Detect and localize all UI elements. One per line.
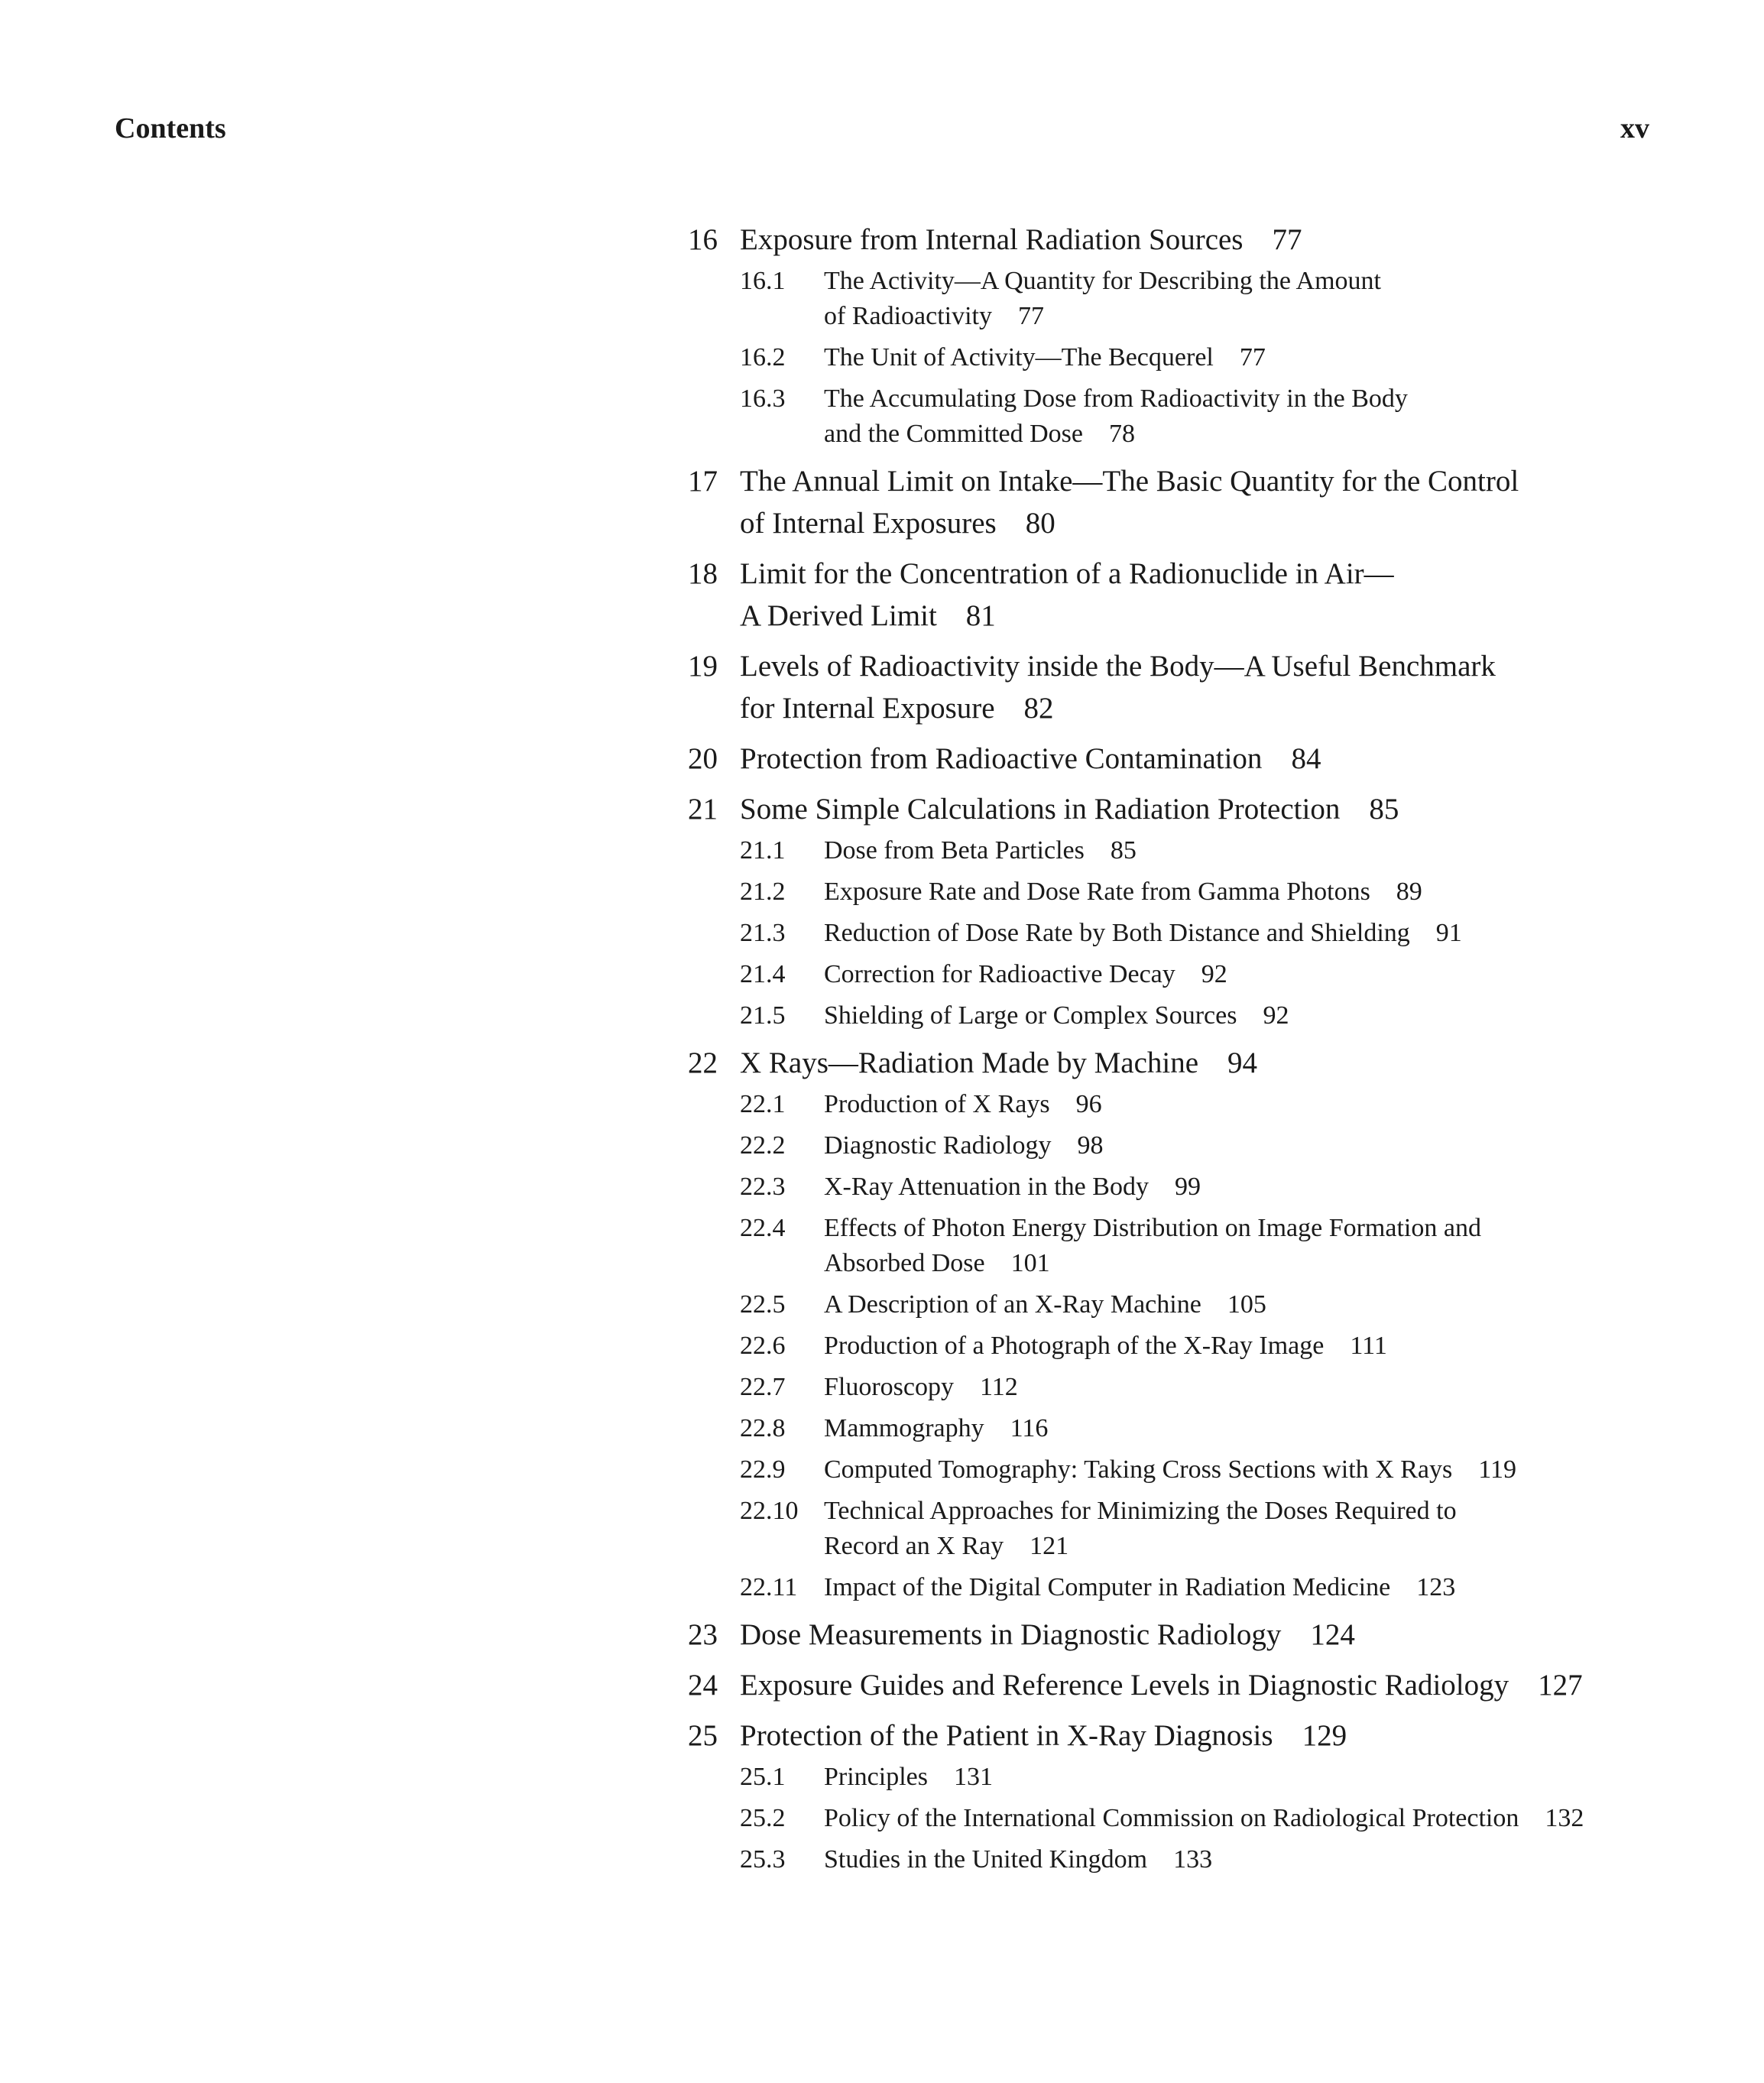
- section-page: 123: [1416, 1573, 1456, 1601]
- chapter-page: 94: [1227, 1046, 1258, 1079]
- toc-chapter-20[interactable]: [688, 738, 1643, 780]
- toc-chapter-23[interactable]: [688, 1614, 1643, 1656]
- toc-chapter-24[interactable]: [688, 1664, 1643, 1706]
- chapter-number: 21: [688, 793, 718, 826]
- chapter-title: Exposure Guides and Reference Levels in Diagnostic Radiology: [740, 1669, 1509, 1702]
- section-title-line2: Record an X Ray: [824, 1532, 1004, 1560]
- chapter-number: 20: [688, 742, 718, 775]
- toc-section-22-10[interactable]: [688, 1494, 1643, 1564]
- chapter-title-line2: A Derived Limit: [740, 599, 937, 632]
- chapter-page: 124: [1310, 1618, 1355, 1651]
- chapter-title-line1: Limit for the Concentration of a Radionuclide in Air—: [740, 557, 1394, 590]
- section-number: 22.6: [740, 1332, 786, 1360]
- section-page: 96: [1075, 1090, 1102, 1118]
- toc-section-21-5[interactable]: [688, 998, 1643, 1033]
- section-title: Reduction of Dose Rate by Both Distance and Shielding: [824, 919, 1410, 947]
- toc-chapter-25[interactable]: [688, 1715, 1643, 1757]
- section-title: Shielding of Large or Complex Sources: [824, 1001, 1237, 1030]
- toc-section-22-2[interactable]: [688, 1128, 1643, 1163]
- chapter-page: 129: [1302, 1719, 1347, 1752]
- section-page: 121: [1030, 1532, 1069, 1560]
- toc-sections-22: [688, 1087, 1643, 1605]
- toc-section-21-3[interactable]: [688, 916, 1643, 951]
- section-number: 22.1: [740, 1090, 786, 1118]
- section-title: Production of X Rays: [824, 1090, 1050, 1118]
- section-number: 22.8: [740, 1414, 786, 1442]
- chapter-title: Protection of the Patient in X-Ray Diagnosis: [740, 1719, 1273, 1752]
- toc-section-16-3[interactable]: [688, 381, 1643, 452]
- chapter-number: 23: [688, 1618, 718, 1651]
- chapter-title: Dose Measurements in Diagnostic Radiology: [740, 1618, 1282, 1651]
- toc-sections-16: [688, 264, 1643, 452]
- section-title: Dose from Beta Particles: [824, 836, 1085, 865]
- section-page: 77: [1239, 343, 1266, 372]
- chapter-title-line1: The Annual Limit on Intake—The Basic Quantity for the Control: [740, 465, 1519, 498]
- chapter-page: 81: [965, 599, 996, 632]
- toc-section-22-8[interactable]: [688, 1411, 1643, 1446]
- section-number: 21.3: [740, 919, 786, 947]
- section-number: 16.1: [740, 267, 786, 295]
- section-number: 22.7: [740, 1373, 786, 1401]
- toc-section-22-4[interactable]: [688, 1211, 1643, 1281]
- section-number: 22.5: [740, 1290, 786, 1319]
- section-number: 16.3: [740, 384, 786, 413]
- chapter-title: Exposure from Internal Radiation Sources: [740, 223, 1244, 256]
- section-page: 111: [1350, 1332, 1387, 1360]
- section-page: 119: [1478, 1455, 1516, 1484]
- section-page: 92: [1201, 960, 1227, 988]
- section-title-line1: The Activity—A Quantity for Describing the Amount: [824, 267, 1382, 295]
- chapter-number: 16: [688, 223, 718, 256]
- chapter-title: Some Simple Calculations in Radiation Protection: [740, 793, 1341, 826]
- section-title: A Description of an X-Ray Machine: [824, 1290, 1201, 1319]
- toc-section-21-4[interactable]: [688, 957, 1643, 992]
- toc-chapter-17[interactable]: [688, 460, 1643, 544]
- section-page: 112: [980, 1373, 1018, 1401]
- section-page: 99: [1174, 1173, 1201, 1201]
- section-page: 116: [1010, 1414, 1049, 1442]
- section-page: 105: [1227, 1290, 1266, 1319]
- toc-section-21-1[interactable]: [688, 833, 1643, 868]
- chapter-page: 84: [1291, 742, 1321, 775]
- section-page: 77: [1018, 302, 1045, 330]
- chapter-title-line1: Levels of Radioactivity inside the Body—A Useful Benchmark: [740, 650, 1496, 683]
- toc-chapter-16[interactable]: [688, 219, 1643, 261]
- section-title-line1: The Accumulating Dose from Radioactivity in the Body: [824, 384, 1408, 413]
- section-title-line2: Absorbed Dose: [824, 1249, 985, 1277]
- toc-section-22-5[interactable]: [688, 1287, 1643, 1322]
- chapter-number: 18: [688, 557, 718, 590]
- section-page: 89: [1396, 878, 1422, 906]
- toc-section-21-2[interactable]: [688, 874, 1643, 910]
- chapter-page: 127: [1538, 1669, 1583, 1702]
- section-title: Principles: [824, 1763, 928, 1791]
- section-number: 25.2: [740, 1804, 786, 1832]
- chapter-number: 19: [688, 650, 718, 683]
- section-number: 21.2: [740, 878, 786, 906]
- section-title: Diagnostic Radiology: [824, 1131, 1052, 1160]
- chapter-number: 22: [688, 1046, 718, 1079]
- toc-sections-25: [688, 1760, 1643, 1877]
- table-of-contents: [688, 219, 1643, 1883]
- chapter-page: 77: [1272, 223, 1302, 256]
- section-page: 132: [1545, 1804, 1584, 1832]
- running-head-title: Contents: [115, 112, 226, 144]
- toc-section-25-3[interactable]: [688, 1842, 1643, 1877]
- section-number: 22.10: [740, 1497, 799, 1525]
- toc-section-22-6[interactable]: [688, 1329, 1643, 1364]
- section-number: 22.4: [740, 1214, 786, 1242]
- section-title: Computed Tomography: Taking Cross Sections with X Rays: [824, 1455, 1453, 1484]
- chapter-title: X Rays—Radiation Made by Machine: [740, 1046, 1199, 1079]
- section-page: 98: [1077, 1131, 1104, 1160]
- chapter-title: Protection from Radioactive Contamination: [740, 742, 1263, 775]
- section-title: Studies in the United Kingdom: [824, 1845, 1148, 1874]
- section-page: 133: [1173, 1845, 1213, 1874]
- section-number: 21.1: [740, 836, 786, 865]
- toc-section-22-11[interactable]: [688, 1570, 1643, 1605]
- section-page: 78: [1109, 420, 1136, 448]
- section-number: 22.3: [740, 1173, 786, 1201]
- toc-chapter-21[interactable]: [688, 788, 1643, 830]
- section-title: Correction for Radioactive Decay: [824, 960, 1175, 988]
- section-title: Impact of the Digital Computer in Radiation Medicine: [824, 1573, 1391, 1601]
- section-page: 85: [1110, 836, 1137, 865]
- section-title: Exposure Rate and Dose Rate from Gamma Photons: [824, 878, 1370, 906]
- section-title: Fluoroscopy: [824, 1373, 954, 1401]
- section-number: 16.2: [740, 343, 786, 372]
- toc-chapter-18[interactable]: [688, 553, 1643, 637]
- toc-chapter-19[interactable]: [688, 645, 1643, 729]
- section-number: 21.5: [740, 1001, 786, 1030]
- section-title: Policy of the International Commission on Radiological Protection: [824, 1804, 1519, 1832]
- section-title: X-Ray Attenuation in the Body: [824, 1173, 1149, 1201]
- chapter-title-line2: of Internal Exposures: [740, 507, 997, 540]
- section-number: 25.3: [740, 1845, 786, 1874]
- section-page: 91: [1435, 919, 1462, 947]
- toc-section-25-2[interactable]: [688, 1801, 1643, 1836]
- chapter-page: 80: [1025, 507, 1055, 540]
- toc-section-22-3[interactable]: [688, 1170, 1643, 1205]
- toc-section-22-7[interactable]: [688, 1370, 1643, 1405]
- toc-chapter-22[interactable]: [688, 1042, 1643, 1084]
- section-number: 22.11: [740, 1573, 798, 1601]
- chapter-title-line2: for Internal Exposure: [740, 692, 995, 725]
- toc-section-25-1[interactable]: [688, 1760, 1643, 1795]
- section-title-line2: of Radioactivity: [824, 302, 993, 330]
- chapter-number: 24: [688, 1669, 718, 1702]
- toc-section-22-1[interactable]: [688, 1087, 1643, 1122]
- toc-section-22-9[interactable]: [688, 1452, 1643, 1488]
- section-page: 92: [1263, 1001, 1289, 1030]
- toc-sections-21: [688, 833, 1643, 1033]
- section-title: Production of a Photograph of the X-Ray Image: [824, 1332, 1325, 1360]
- chapter-number: 25: [688, 1719, 718, 1752]
- section-title-line2: and the Committed Dose: [824, 420, 1084, 448]
- page-number: xv: [1620, 112, 1649, 144]
- section-number: 25.1: [740, 1763, 786, 1791]
- chapter-page: 82: [1023, 692, 1054, 725]
- section-page: 131: [953, 1763, 993, 1791]
- section-title-line1: Technical Approaches for Minimizing the Doses Required to: [824, 1497, 1457, 1525]
- section-title-line1: Effects of Photon Energy Distribution on Image Formation and: [824, 1214, 1481, 1242]
- section-page: 101: [1010, 1249, 1050, 1277]
- section-number: 22.2: [740, 1131, 786, 1160]
- section-title: The Unit of Activity—The Becquerel: [824, 343, 1214, 372]
- chapter-page: 85: [1369, 793, 1399, 826]
- section-number: 21.4: [740, 960, 786, 988]
- chapter-number: 17: [688, 465, 718, 498]
- toc-section-16-2[interactable]: [688, 340, 1643, 375]
- section-title: Mammography: [824, 1414, 984, 1442]
- section-number: 22.9: [740, 1455, 786, 1484]
- toc-section-16-1[interactable]: [688, 264, 1643, 334]
